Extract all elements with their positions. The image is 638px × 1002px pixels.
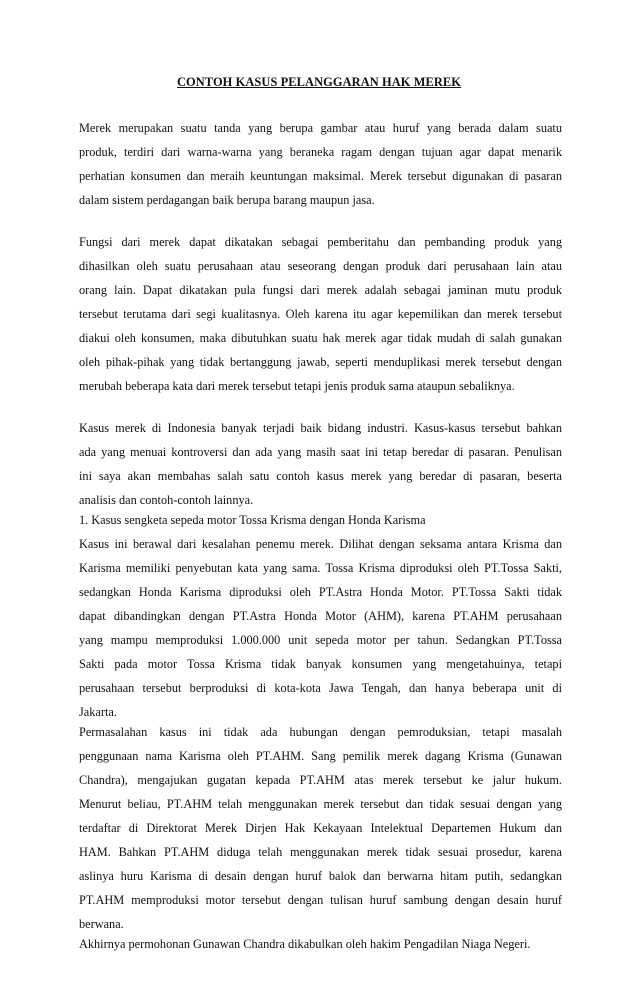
body-text-line: orang lain. Dapat dikatakan pula fungsi dari merek adalah sebagai jaminan mutu produk: [79, 283, 562, 297]
body-text-line: oleh pihak-pihak yang tidak bertanggung jawab, seperti menduplikasi merek tersebut dengan: [79, 355, 562, 369]
body-text-line: Sakti pada motor Tossa Krisma tidak banyak konsumen yang mengetahuinya, tetapi: [79, 657, 562, 671]
body-text-line: ada yang menuai kontroversi dan ada yang masih saat ini tetap beredar di pasaran. Penulisan: [79, 445, 562, 459]
body-text-line: Menurut beliau, PT.AHM telah menggunakan merek tersebut dan tidak sesuai dengan yang: [79, 797, 562, 811]
body-text-line: Merek merupakan suatu tanda yang berupa gambar atau huruf yang berada dalam suatu: [79, 121, 562, 135]
body-text-line: aslinya huru Karisma di desain dengan huruf balok dan berwarna hitam putih, sedangkan: [79, 869, 562, 883]
body-text-line: Chandra), mengajukan gugatan kepada PT.AHM atas merek tersebut ke jalur hukum.: [79, 773, 562, 787]
body-text-line: Kasus merek di Indonesia banyak terjadi baik bidang industri. Kasus-kasus tersebut bahkan: [79, 421, 562, 435]
body-text-line: Kasus ini berawal dari kesalahan penemu merek. Dilihat dengan seksama antara Krisma dan: [79, 537, 562, 551]
body-text-line: berwana.: [79, 917, 124, 931]
body-text-line: dihasilkan oleh suatu perusahaan atau seseorang dengan produk dari perusahaan lain atau: [79, 259, 562, 273]
body-text-line: Jakarta.: [79, 705, 117, 719]
body-text-line: perusahaan tersebut berproduksi di kota-kota Jawa Tengah, dan hanya beberapa unit di: [79, 681, 562, 695]
document-title: CONTOH KASUS PELANGGARAN HAK MEREK: [176, 75, 462, 89]
body-text-line: Permasalahan kasus ini tidak ada hubungan dengan pemroduksian, tetapi masalah: [79, 725, 562, 739]
body-text-line: merubah beberapa kata dari merek tersebut tetapi jenis produk sama ataupun sebaliknya.: [79, 379, 515, 393]
body-text-line: HAM. Bahkan PT.AHM diduga telah menggunakan merek tidak sesuai prosedur, karena: [79, 845, 562, 859]
body-text-line: Karisma memiliki penyebutan kata yang sama. Tossa Krisma diproduksi oleh PT.Tossa Sakti,: [79, 561, 562, 575]
body-text-line: sedangkan Honda Karisma diproduksi oleh PT.Astra Honda Motor. PT.Tossa Sakti tidak: [79, 585, 562, 599]
body-text-line: diakui oleh konsumen, maka dibutuhkan suatu hak merek agar tidak mudah di salah gunakan: [79, 331, 562, 345]
body-text-line: terdaftar di Direktorat Merek Dirjen Hak Kekayaan Intelektual Departemen Hukum dan: [79, 821, 562, 835]
body-text-line: analisis dan contoh-contoh lainnya.: [79, 493, 254, 507]
body-text-line: produk, terdiri dari warna-warna yang beraneka ragam dengan tujuan agar dapat menarik: [79, 145, 562, 159]
body-text-line: dapat dibandingkan dengan PT.Astra Honda Motor (AHM), karena PT.AHM perusahaan: [79, 609, 562, 623]
body-text-line: PT.AHM memproduksi motor tersebut dengan tulisan huruf sambung dengan desain huruf: [79, 893, 562, 907]
body-text-line: perhatian konsumen dan meraih keuntungan maksimal. Merek tersebut digunakan di pasaran: [79, 169, 562, 183]
body-text-line: Akhirnya permohonan Gunawan Chandra dikabulkan oleh hakim Pengadilan Niaga Negeri.: [79, 937, 531, 951]
body-text-line: 1. Kasus sengketa sepeda motor Tossa Krisma dengan Honda Karisma: [79, 513, 426, 527]
body-text-line: yang mampu memproduksi 1.000.000 unit sepeda motor per tahun. Sedangkan PT.Tossa: [79, 633, 562, 647]
body-text-line: ini saya akan membahas salah satu contoh kasus merek yang beredar di pasaran, beserta: [79, 469, 562, 483]
body-text-line: penggunaan nama Karisma oleh PT.AHM. Sang pemilik merek dagang Krisma (Gunawan: [79, 749, 562, 763]
body-text-line: dalam sistem perdagangan baik berupa barang maupun jasa.: [79, 193, 375, 207]
body-text-line: tersebut terutama dari segi kualitasnya. Oleh karena itu agar kepemilikan dan merek tersebut: [79, 307, 562, 321]
body-text-line: Fungsi dari merek dapat dikatakan sebagai pemberitahu dan pembanding produk yang: [79, 235, 562, 249]
